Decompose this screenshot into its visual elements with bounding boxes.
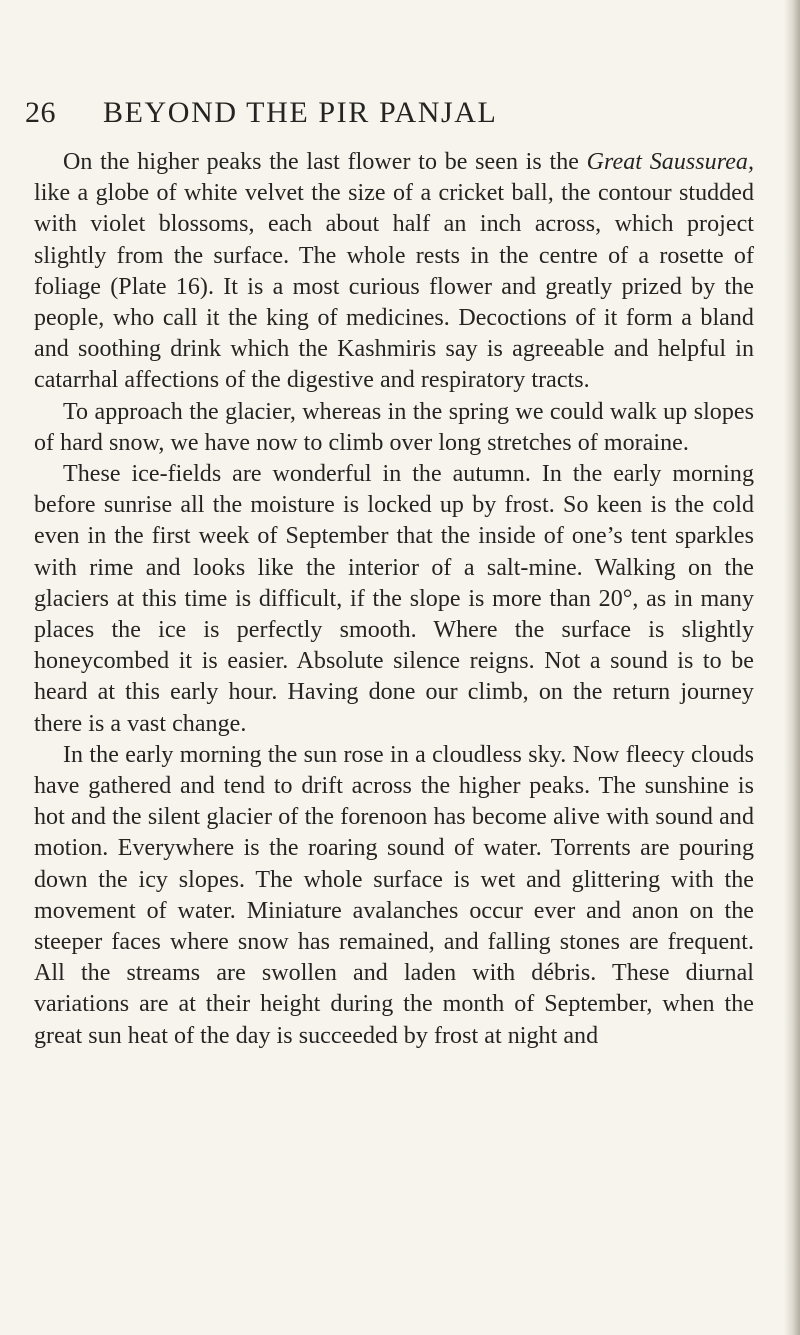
page-number: 26 — [25, 96, 56, 129]
paragraph-text: like a globe of white velvet the size of a cricket ball, the contour studded with violet blossoms, each about half an inch across, which project slightly from the surface. The whole rests in the centre of a rosette of foliage (Plate 16). It is a most curious flower and greatly prized by the people, who call it the king of medicines. Decoctions of it form a bland and soothing drink which the Kashmiris say is agreeable and helpful in catarrhal affections of the digestive and respiratory tracts. — [34, 180, 754, 394]
paragraph-text: On the higher peaks the last flower to be seen is the — [63, 149, 587, 175]
page-header — [25, 95, 735, 135]
page-edge-shadow — [784, 0, 800, 1335]
italic-plant-name: Great Saussurea, — [586, 149, 755, 175]
running-head: BEYOND THE PIR PANJAL — [103, 96, 498, 129]
paragraph-glacier-approach: To approach the glacier, whereas in the spring we could walk up slopes of hard snow, we have now to climb over long stretches of moraine. — [34, 398, 754, 456]
paragraph-saussurea — [34, 147, 754, 397]
paragraph-daytime-change: In the early morning the sun rose in a cloudless sky. Now fleecy clouds have gathered and tend to drift across the higher peaks. The sunshine is hot and the silent glacier of the forenoon has become alive with sound and motion. Everywhere is the roaring sound of water. Torrents are pouring down the icy slopes. The whole surface is wet and glittering with the movement of water. Miniature avalanches occur ever and anon on the steeper faces where snow has remained, and falling stones are frequent. All the streams are swollen and laden with débris. These diurnal variations are at their height during the month of September, when the great sun heat of the day is succeeded by frost at night and — [34, 741, 754, 1049]
paragraph-ice-fields: These ice-fields are wonderful in the autumn. In the early morning before sunrise all the moisture is locked up by frost. So keen is the cold even in the first week of September that the inside of one’s tent sparkles with rime and looks like the interior of a salt-mine. Walking on the glaciers at this time is difficult, if the slope is more than 20°, as in many places the ice is perfectly smooth. Where the surface is slightly honeycombed it is easier. Absolute silence reigns. Not a sound is to be heard at this early hour. Having done our climb, on the return journey there is a vast change. — [34, 461, 754, 737]
body-text — [34, 147, 754, 1052]
